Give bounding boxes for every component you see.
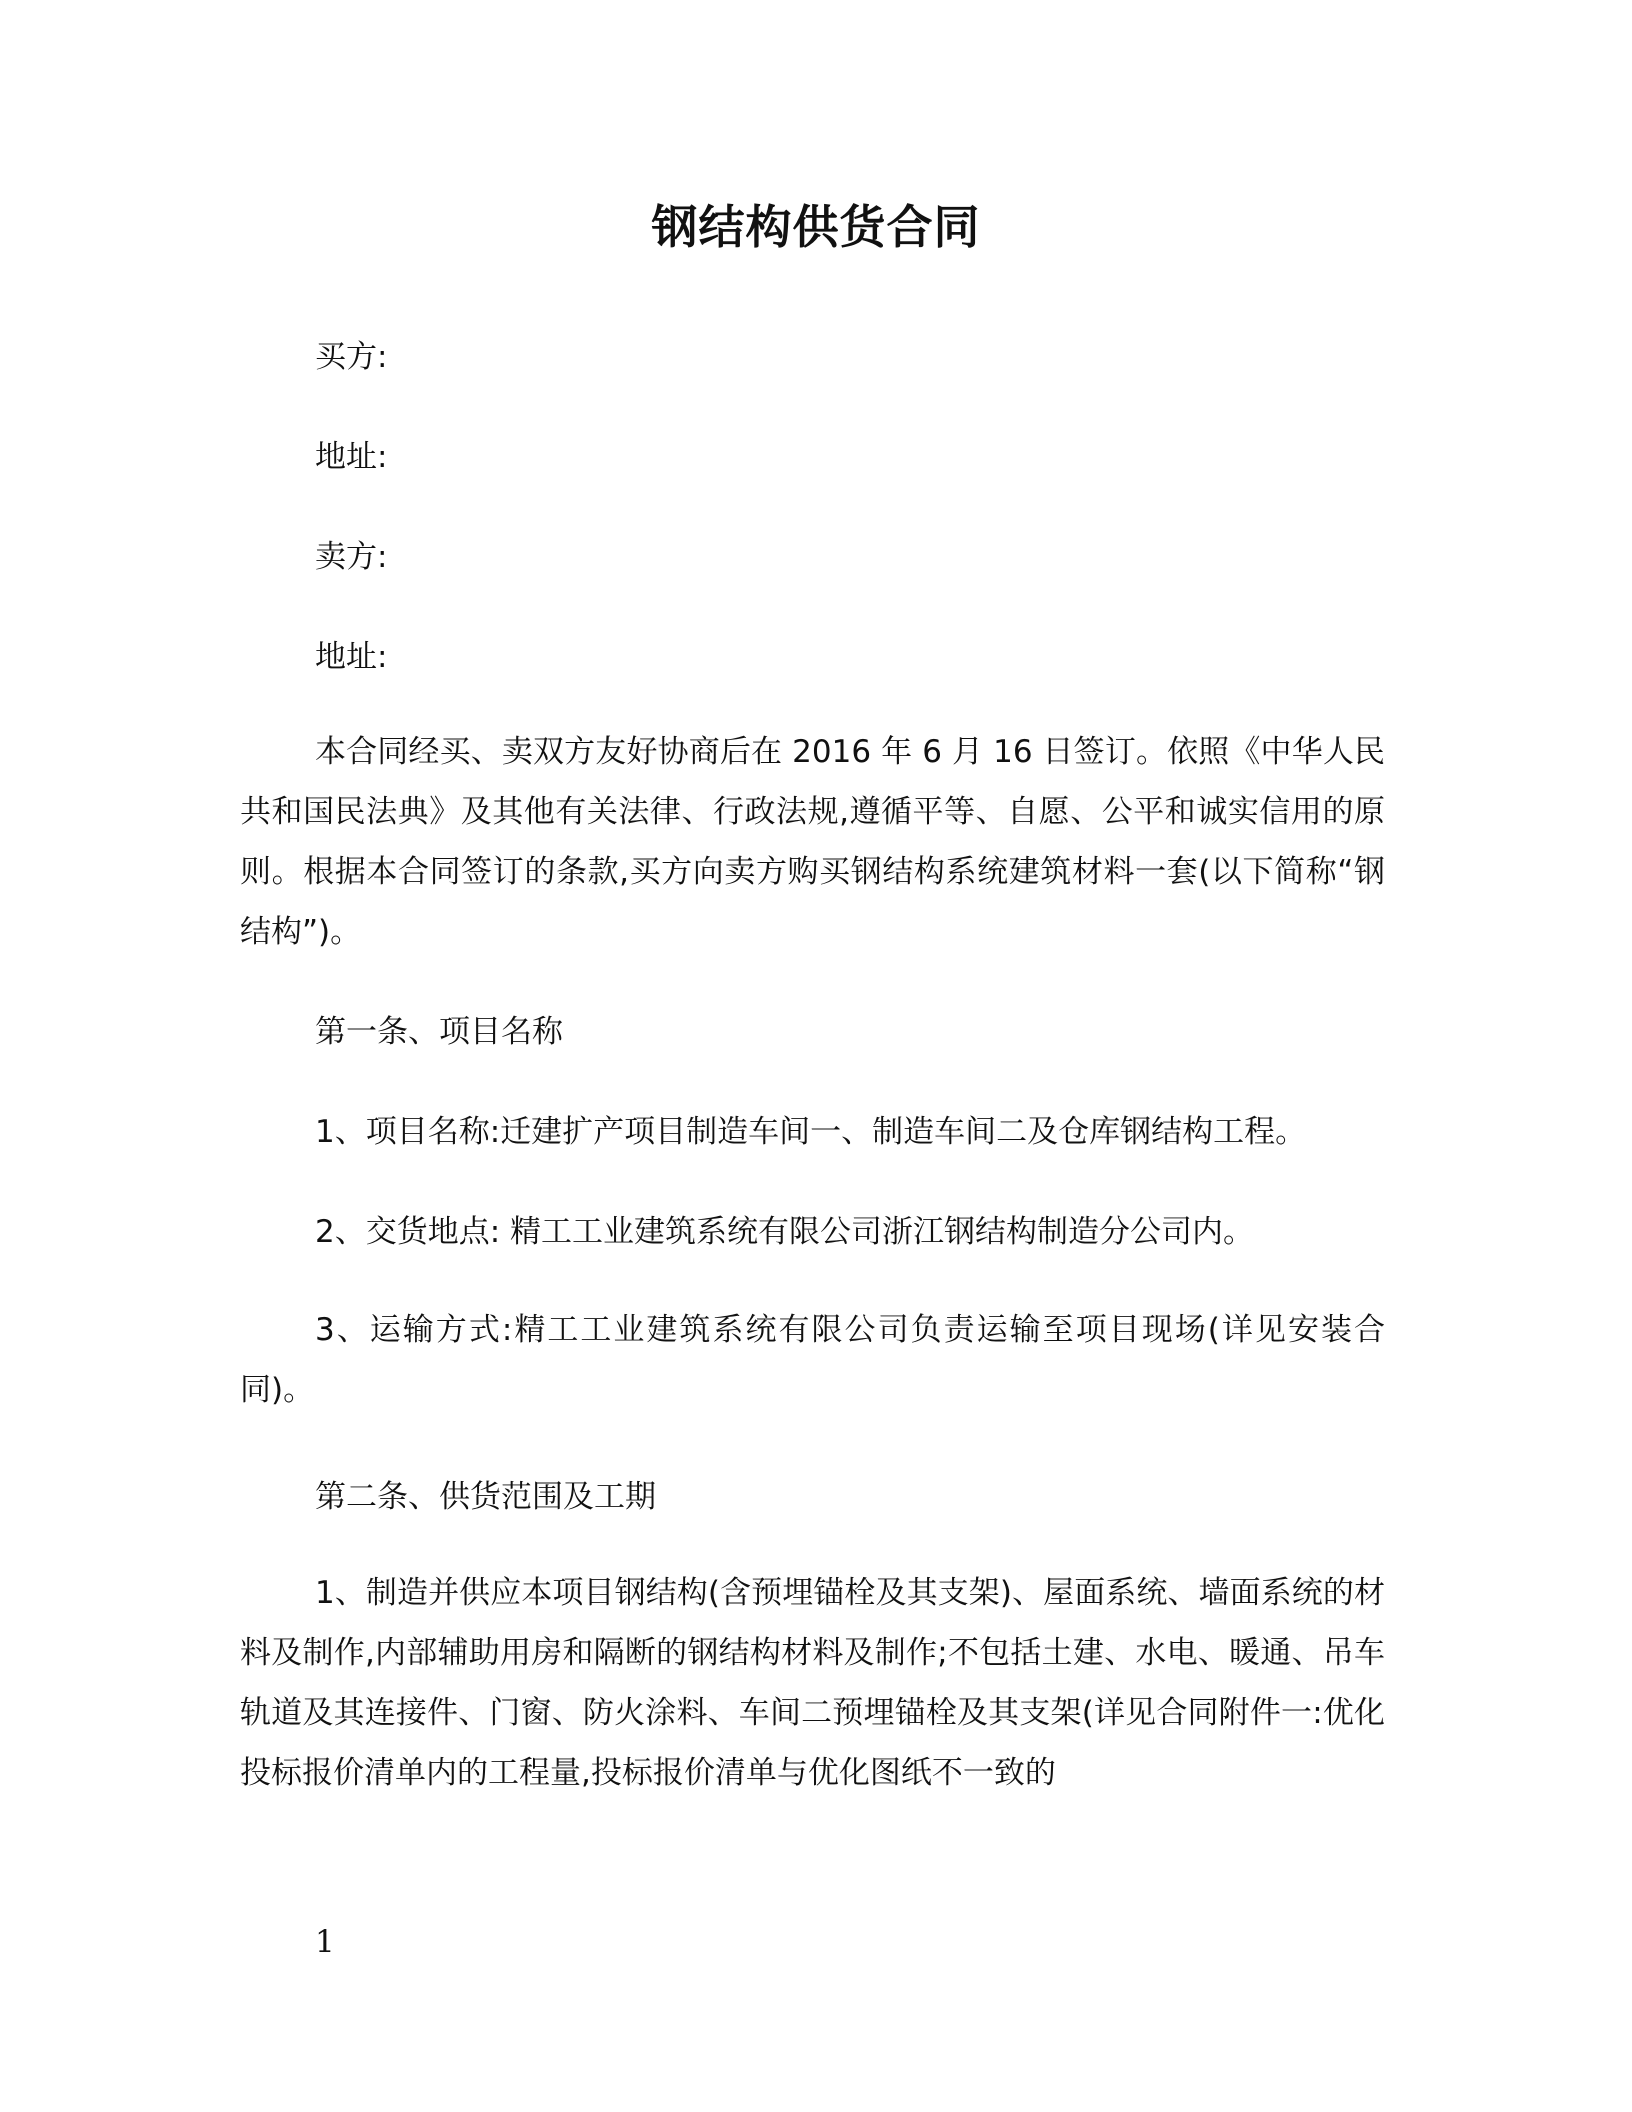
seller-address-field: 地址: (315, 639, 388, 675)
article1-item3: 3、运输方式:精工工业建筑系统有限公司负责运输至项目现场(详见安装合同)。 (240, 1312, 1385, 1408)
intro-paragraph: 本合同经买、卖双方友好协商后在 2016 年 6 月 16 日签订。依照《中华人民共和国民法典》及其他有关法律、行政法规,遵循平等、自愿、公平和诚实信用的原则。根据本合同签订的条款,买方向卖方购买钢结构系统建筑材料一套(以下简称“钢结构”)。 (240, 734, 1385, 950)
article1-item1: 1、项目名称:迁建扩产项目制造车间一、制造车间二及仓库钢结构工程。 (315, 1114, 1307, 1150)
buyer-address-field: 地址: (315, 439, 388, 475)
seller-field: 卖方: (315, 539, 388, 575)
article1-item2: 2、交货地点: 精工工业建筑系统有限公司浙江钢结构制造分公司内。 (315, 1214, 1255, 1250)
document-title: 钢结构供货合同 (651, 200, 981, 254)
buyer-field: 买方: (315, 339, 388, 375)
article2-heading: 第二条、供货范围及工期 (315, 1479, 656, 1515)
page-number: 1 (315, 1924, 335, 1960)
article1-heading: 第一条、项目名称 (315, 1014, 563, 1050)
article2-item1: 1、制造并供应本项目钢结构(含预埋锚栓及其支架)、屋面系统、墙面系统的材料及制作,内部辅助用房和隔断的钢结构材料及制作;不包括土建、水电、暖通、吊车轨道及其连接件、门窗、防火涂料、车间二预埋锚栓及其支架(详见合同附件一:优化投标报价清单内的工程量,投标报价清单与优化图纸不一致的 (240, 1575, 1385, 1791)
